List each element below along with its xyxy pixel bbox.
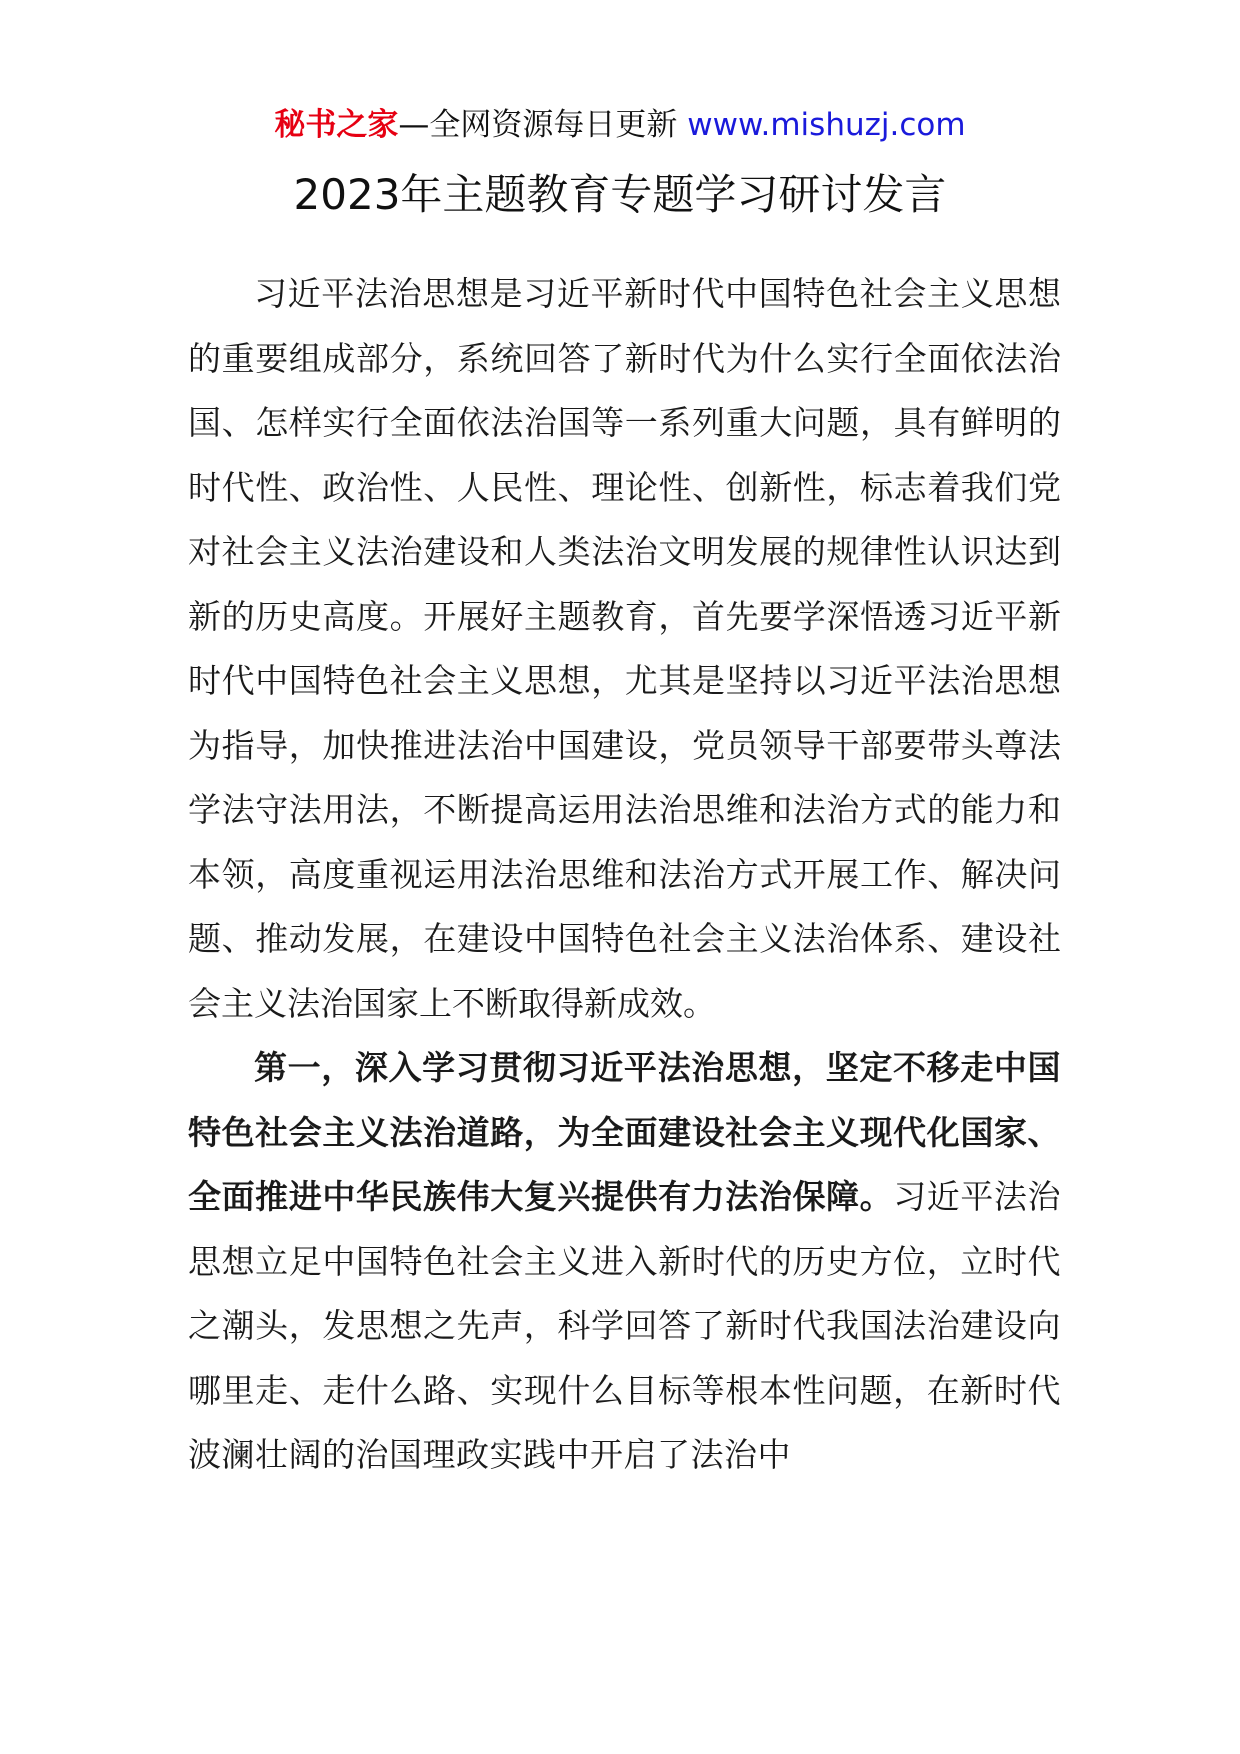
document-body <box>188 262 1061 1488</box>
site-url-link[interactable]: www.mishuzj.com <box>687 107 966 143</box>
site-header <box>0 102 1240 148</box>
document-title: 2023年主题教育专题学习研讨发言 <box>293 170 947 219</box>
site-name: 秘书之家 <box>274 107 399 143</box>
site-slogan: —全网资源每日更新 <box>398 107 678 143</box>
paragraph-intro: 习近平法治思想是习近平新时代中国特色社会主义思想的重要组成部分，系统回答了新时代为什么实行全面依法治国、怎样实行全面依法治国等一系列重大问题，具有鲜明的时代性、政治性、人民性、理论性、创新性，标志着我们党对社会主义法治建设和人类法治文明发展的规律性认识达到新的历史高度。开展好主题教育，首先要学深悟透习近平新时代中国特色社会主义思想，尤其是坚持以习近平法治思想为指导，加快推进法治中国建设，党员领导干部要带头尊法学法守法用法，不断提高运用法治思维和法治方式的能力和本领，高度重视运用法治思维和法治方式开展工作、解决问题、推动发展，在建设中国特色社会主义法治体系、建设社会主义法治国家上不断取得新成效。 <box>188 274 1061 1023</box>
paragraph-lead-sentence: 第一，深入学习贯彻习近平法治思想，坚定不移走中国特色社会主义法治道路，为全面建设社会主义现代化国家、全面推进中华民族伟大复兴提供有力法治保障。 <box>188 1048 1061 1216</box>
paragraph-body-text: 习近平法治思想立足中国特色社会主义进入新时代的历史方位，立时代之潮头，发思想之先声，科学回答了新时代我国法治建设向哪里走、走什么路、实现什么目标等根本性问题，在新时代波澜壮阔的治国理政实践中开启了法治中 <box>188 1177 1062 1474</box>
paragraph-first-point <box>188 1036 1061 1488</box>
